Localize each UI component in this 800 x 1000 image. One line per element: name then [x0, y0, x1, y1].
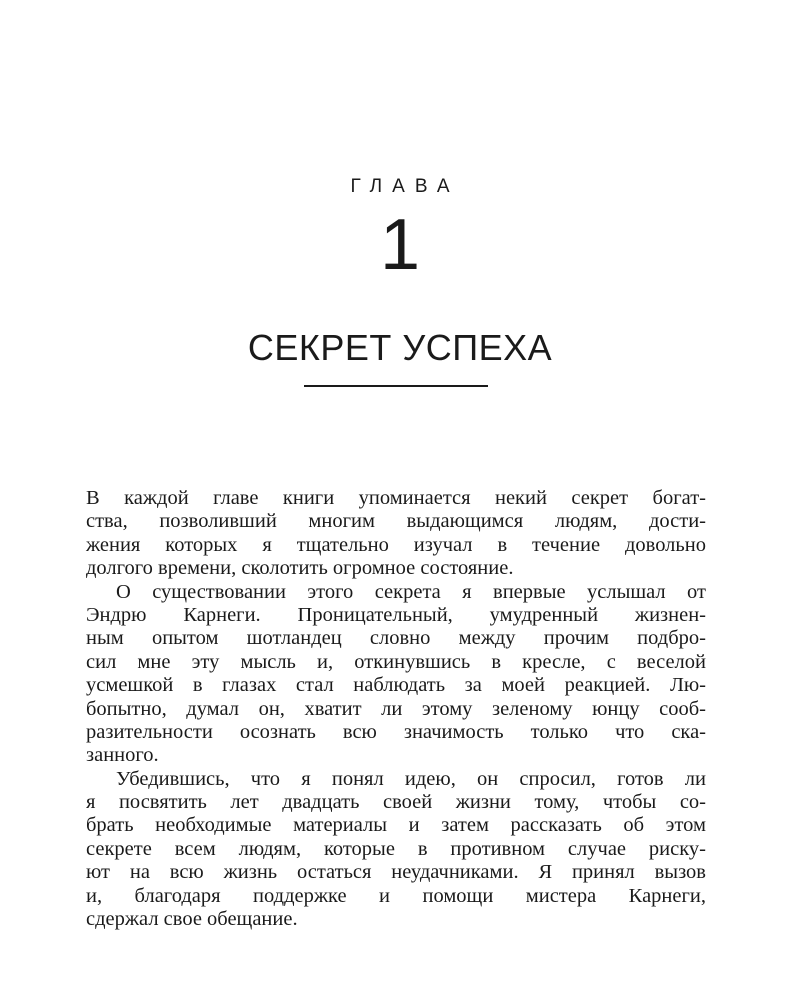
text-line: жения которых я тщательно изучал в течение довольно — [86, 533, 706, 556]
title-divider — [304, 385, 488, 387]
chapter-title: СЕКРЕТ УСПЕХА — [247, 327, 553, 368]
text-line: секрете всем людям, которые в противном случае риску- — [86, 837, 706, 860]
chapter-body — [86, 487, 706, 931]
text-line: бопытно, думал он, хватит ли этому зеленому юнцу сооб- — [86, 697, 706, 720]
text-line: я посвятить лет двадцать своей жизни тому, чтобы со- — [86, 791, 706, 814]
text-line: Эндрю Карнеги. Проницательный, умудренный жизнен- — [86, 603, 706, 626]
text-line: Убедившись, что я понял идею, он спросил, готов ли — [116, 767, 706, 790]
text-line: занного. — [86, 744, 159, 767]
text-line: долгого времени, сколотить огромное состояние. — [86, 557, 514, 580]
text-line: разительности осознать всю значимость только что ска- — [86, 720, 706, 743]
text-line: и, благодаря поддержке и помощи мистера Карнеги, — [86, 884, 706, 907]
text-line: В каждой главе книги упоминается некий секрет богат- — [86, 487, 706, 509]
text-line: сил мне эту мысль и, откинувшись в кресле, с веселой — [86, 650, 706, 673]
text-line: сдержал свое обещание. — [86, 908, 298, 931]
text-line: усмешкой в глазах стал наблюдать за моей реакцией. Лю- — [86, 674, 706, 697]
text-line: ства, позволивший многим выдающимся людям, дости- — [86, 510, 706, 533]
chapter-number: 1 — [379, 205, 421, 285]
paragraph-3 — [86, 768, 706, 932]
paragraph-2 — [86, 581, 706, 768]
text-line: О существовании этого секрета я впервые услышал от — [116, 580, 706, 603]
text-line: ным опытом шотландец словно между прочим подбро- — [86, 627, 706, 650]
paragraph-1 — [86, 487, 706, 581]
text-line: брать необходимые материалы и затем рассказать об этом — [86, 814, 706, 837]
chapter-label: ГЛАВА — [350, 176, 460, 197]
text-line: ют на всю жизнь остаться неудачниками. Я принял вызов — [86, 861, 706, 884]
